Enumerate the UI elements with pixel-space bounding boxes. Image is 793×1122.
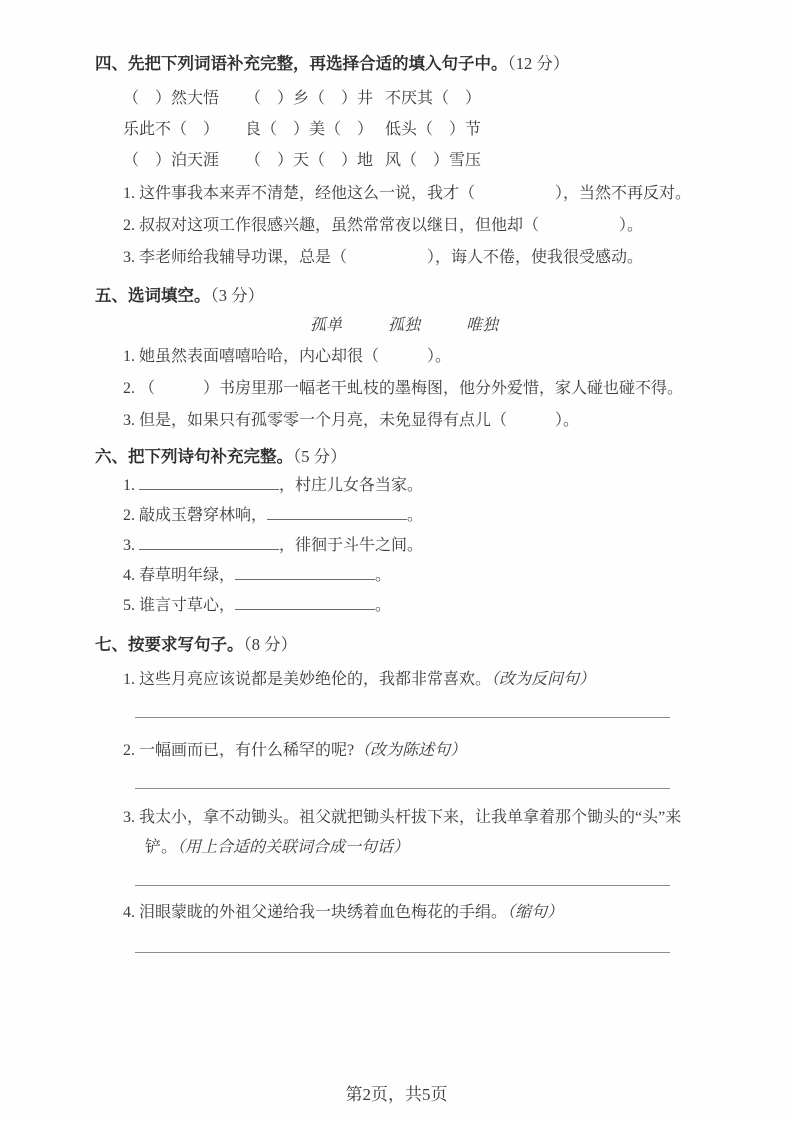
- word-blank-cell: （ ）乡（ ）井: [245, 90, 374, 107]
- poem-item: [123, 531, 713, 561]
- section-five-items: [95, 341, 713, 437]
- word-completion-grid: [123, 83, 713, 176]
- section-title-text: 七、按要求写句子。: [95, 635, 244, 654]
- poem-item: [123, 501, 713, 531]
- question-item: 1. 这件事我本来弄不清楚，经他这么一说，我才（ ），当然不再反对。: [123, 185, 692, 202]
- section-five-title: [95, 284, 713, 308]
- rewrite-item: [123, 898, 711, 928]
- section-four-items: [95, 178, 713, 274]
- word-blank-cell: 乐此不（ ）: [123, 121, 220, 138]
- item-instruction: （用上合适的关联词合成一句话）: [177, 839, 410, 856]
- sentence-text: 1. 这些月亮应该说都是美妙绝伦的，我都非常喜欢。: [123, 671, 492, 688]
- section-title-text: 六、把下列诗句补充完整。: [95, 447, 293, 466]
- word-blank-cell: （ ）天（ ）地: [245, 152, 374, 169]
- section-four-title: [95, 52, 713, 76]
- section-title-text: 四、先把下列词语补充完整，再选择合适的填入句子中。: [95, 54, 508, 73]
- answer-line: [135, 952, 670, 953]
- poem-text-after: 。: [407, 507, 424, 524]
- word-blank-cell: （ ）然大悟: [123, 90, 220, 107]
- word-blank-cell: （ ）泊天涯: [123, 152, 220, 169]
- word-bank-item: 孤单: [309, 317, 342, 334]
- item-instruction: （改为反问句）: [491, 671, 596, 688]
- poem-item: [123, 591, 713, 621]
- fill-blank-line: [139, 476, 279, 490]
- poem-text-before: 1.: [123, 477, 139, 494]
- word-blank-cell: 风（ ）雪压: [385, 152, 482, 169]
- section-score: （3 分）: [210, 286, 265, 305]
- word-bank-item: 孤独: [387, 317, 420, 334]
- section-six-title: [95, 445, 713, 469]
- word-blank-cell: 良（ ）美（ ）: [245, 121, 374, 138]
- section-six-items: [95, 471, 713, 621]
- fill-blank-line: [267, 506, 407, 520]
- poem-text-before: 3.: [123, 537, 139, 554]
- section-four: [95, 52, 713, 274]
- question-item: 1. 她虽然表面嘻嘻哈哈，内心却很（ ）。: [123, 348, 452, 365]
- word-blank-cell: 不厌其（ ）: [385, 90, 482, 107]
- question-item: 2. 叔叔对这项工作很感兴趣，虽然常常夜以继日，但他却（ ）。: [123, 217, 644, 234]
- section-score: （12 分）: [507, 54, 570, 73]
- section-title-text: 五、选词填空。: [95, 286, 211, 305]
- fill-blank-line: [235, 596, 375, 610]
- word-bank: [95, 313, 713, 339]
- rewrite-item: [123, 803, 711, 863]
- section-seven: [95, 633, 713, 953]
- sentence-text: 4. 泪眼蒙眬的外祖父递给我一块绣着血色梅花的手绢。: [123, 904, 508, 921]
- question-item: 3. 李老师给我辅导功课，总是（ ），诲人不倦，使我很受感动。: [123, 249, 644, 266]
- fill-blank-line: [139, 536, 279, 550]
- sentence-text: 2. 一幅画而已，有什么稀罕的呢?: [123, 742, 355, 759]
- answer-line: [135, 885, 670, 886]
- item-instruction: （缩句）: [507, 904, 564, 921]
- section-score: （5 分）: [293, 447, 347, 466]
- fill-blank-line: [235, 566, 375, 580]
- word-bank-item: 唯独: [466, 317, 499, 334]
- section-score: （8 分）: [243, 635, 298, 654]
- poem-text-after: 。: [375, 567, 392, 584]
- rewrite-item: [123, 665, 711, 695]
- answer-line: [135, 788, 670, 789]
- item-instruction: （改为陈述句）: [354, 742, 467, 759]
- poem-text-before: 5. 谁言寸草心，: [123, 597, 236, 614]
- poem-item: [123, 561, 713, 591]
- word-blank-cell: 低头（ ）节: [385, 121, 482, 138]
- page-footer: 第2页，共5页: [345, 1085, 448, 1104]
- word-grid-row: [123, 145, 713, 176]
- rewrite-item: [123, 736, 711, 766]
- poem-text-after: 。: [375, 597, 392, 614]
- section-six: [95, 445, 713, 621]
- sentence-text: 3. 我太小，拿不动锄头。祖父就把锄头杆拔下来，让我单拿着那个锄头的“头”来铲。: [123, 809, 682, 856]
- poem-item: [123, 471, 713, 501]
- section-seven-title: [95, 633, 713, 657]
- word-grid-row: [123, 114, 713, 145]
- poem-text-before: 4. 春草明年绿，: [123, 567, 236, 584]
- question-item: 3. 但是，如果只有孤零零一个月亮，未免显得有点儿（ ）。: [123, 412, 580, 429]
- poem-text-after: ，徘徊于斗牛之间。: [279, 537, 424, 554]
- poem-text-after: ，村庄儿女各当家。: [279, 477, 424, 494]
- word-grid-row: [123, 83, 713, 114]
- answer-line: [135, 717, 670, 718]
- section-five: [95, 284, 713, 437]
- poem-text-before: 2. 敲成玉磬穿林响，: [123, 507, 268, 524]
- question-item: 2. （ ）书房里那一幅老干虬枝的墨梅图，他分外爱惜，家人碰也碰不得。: [123, 380, 684, 397]
